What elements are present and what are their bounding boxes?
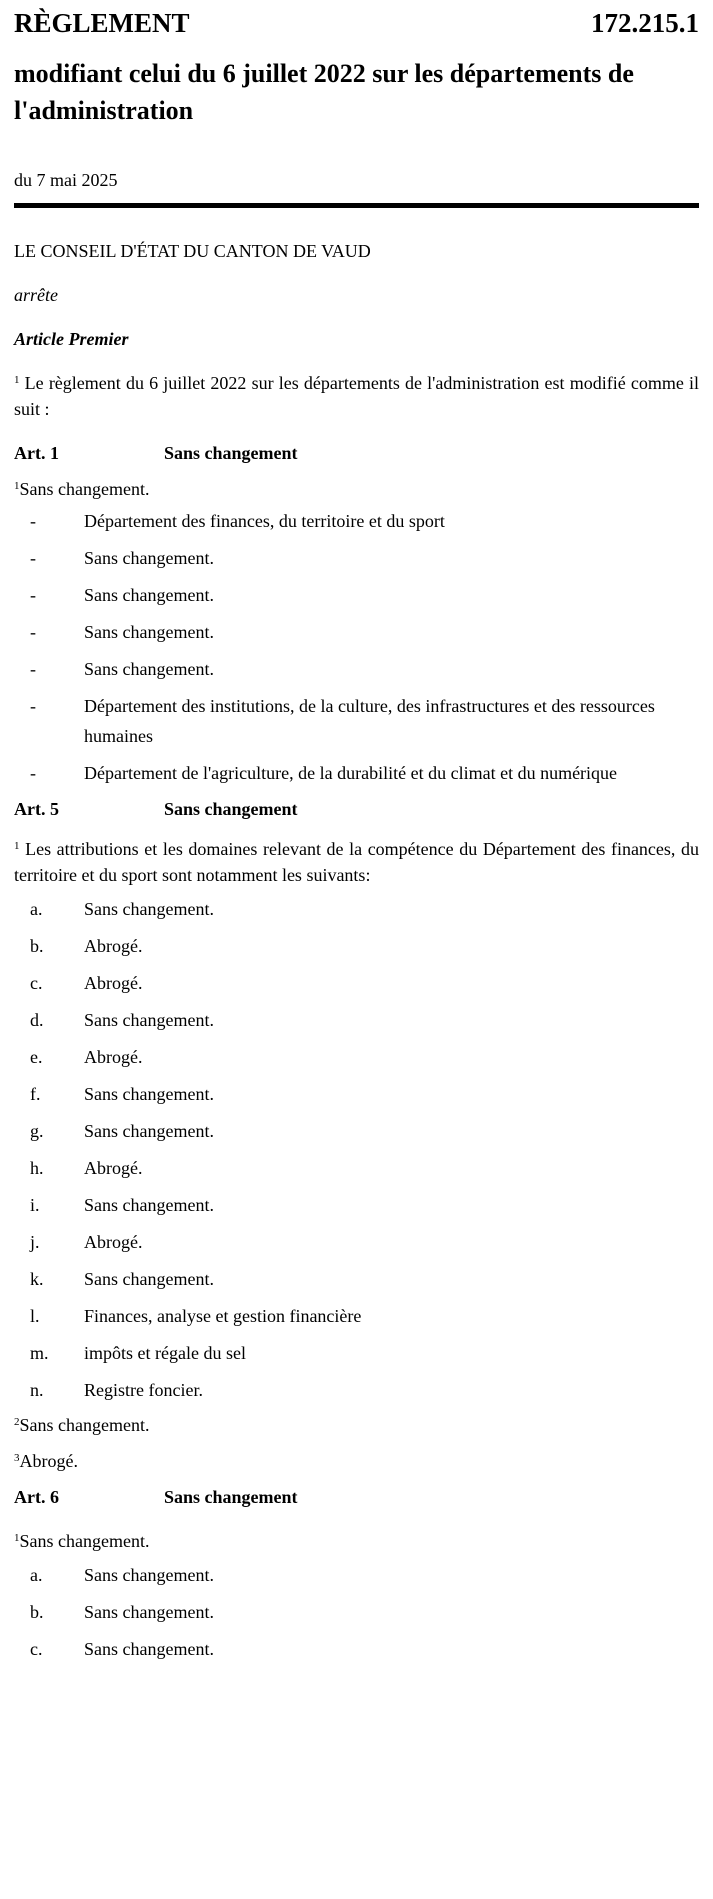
header-divider bbox=[14, 203, 699, 208]
list-item-text: Abrogé. bbox=[84, 973, 143, 993]
list-item-text: Sans changement. bbox=[84, 1084, 214, 1104]
article-1-list bbox=[14, 506, 699, 788]
list-item bbox=[14, 654, 699, 684]
paragraph-number: 1 bbox=[14, 840, 20, 852]
list-item bbox=[14, 1634, 699, 1664]
list-item-text: Sans changement. bbox=[84, 1639, 214, 1659]
article-5-paragraph bbox=[14, 836, 699, 888]
list-marker: - bbox=[30, 763, 36, 783]
list-item bbox=[14, 1190, 699, 1220]
article-6-list bbox=[14, 1560, 699, 1664]
list-marker: i. bbox=[30, 1195, 40, 1215]
list-item-text: Sans changement. bbox=[84, 548, 214, 568]
list-marker: j. bbox=[30, 1232, 40, 1252]
list-item-text: Sans changement. bbox=[84, 1121, 214, 1141]
paragraph-text: Sans changement. bbox=[19, 479, 150, 499]
list-item bbox=[14, 1338, 699, 1368]
document-number: 172.215.1 bbox=[591, 8, 699, 38]
list-item bbox=[14, 1375, 699, 1405]
list-marker: - bbox=[30, 659, 36, 679]
list-item bbox=[14, 758, 699, 788]
paragraph-number: 1 bbox=[14, 1532, 20, 1544]
paragraph-number: 2 bbox=[14, 1416, 20, 1428]
intro-paragraph bbox=[14, 370, 699, 422]
list-marker: k. bbox=[30, 1269, 44, 1289]
article-5-paragraph-3 bbox=[14, 1448, 699, 1474]
list-item bbox=[14, 1597, 699, 1627]
document-header bbox=[14, 8, 699, 38]
list-marker: n. bbox=[30, 1380, 44, 1400]
article-6-paragraph bbox=[14, 1528, 699, 1554]
article-5-heading bbox=[14, 796, 699, 822]
issuing-authority: LE CONSEIL D'ÉTAT DU CANTON DE VAUD bbox=[14, 241, 371, 261]
decree-word: arrête bbox=[14, 285, 58, 305]
article-premier-heading: Article Premier bbox=[14, 329, 129, 349]
paragraph-number: 1 bbox=[14, 480, 20, 492]
document-date: du 7 mai 2025 bbox=[14, 170, 118, 190]
list-marker: c. bbox=[30, 973, 43, 993]
article-number: Art. 6 bbox=[14, 1487, 59, 1507]
article-5-paragraph-2 bbox=[14, 1412, 699, 1438]
paragraph-number: 1 bbox=[14, 374, 20, 386]
list-item-text: Abrogé. bbox=[84, 1047, 143, 1067]
list-item-text: Sans changement. bbox=[84, 1269, 214, 1289]
document-title: modifiant celui du 6 juillet 2022 sur les départements de l'administration bbox=[14, 59, 634, 125]
list-item bbox=[14, 1153, 699, 1183]
list-marker: g. bbox=[30, 1121, 44, 1141]
article-number: Art. 5 bbox=[14, 799, 59, 819]
paragraph-text: Sans changement. bbox=[19, 1531, 150, 1551]
paragraph-text: Le règlement du 6 juillet 2022 sur les départements de l'administration est modifié comme il suit : bbox=[14, 373, 700, 419]
list-marker: e. bbox=[30, 1047, 43, 1067]
list-item bbox=[14, 691, 699, 751]
list-item-text: Sans changement. bbox=[84, 1602, 214, 1622]
list-item-text: Sans changement. bbox=[84, 899, 214, 919]
list-marker: b. bbox=[30, 936, 44, 956]
list-item-text: Sans changement. bbox=[84, 1565, 214, 1585]
list-item-text: impôts et régale du sel bbox=[84, 1343, 246, 1363]
list-item-text: Abrogé. bbox=[84, 1232, 143, 1252]
list-marker: a. bbox=[30, 1565, 43, 1585]
list-item-text: Abrogé. bbox=[84, 1158, 143, 1178]
list-item bbox=[14, 1264, 699, 1294]
list-item-text: Département des finances, du territoire et du sport bbox=[84, 511, 445, 531]
list-item-text: Abrogé. bbox=[84, 936, 143, 956]
list-marker: d. bbox=[30, 1010, 44, 1030]
list-item-text: Sans changement. bbox=[84, 585, 214, 605]
list-marker: - bbox=[30, 585, 36, 605]
article-1-heading bbox=[14, 440, 699, 466]
list-marker: - bbox=[30, 511, 36, 531]
list-marker: - bbox=[30, 548, 36, 568]
paragraph-text: Abrogé. bbox=[19, 1451, 78, 1471]
list-item-text: Département de l'agriculture, de la durabilité et du climat et du numérique bbox=[84, 763, 618, 783]
paragraph-number: 3 bbox=[14, 1452, 20, 1464]
list-marker: m. bbox=[30, 1343, 49, 1363]
list-item bbox=[14, 968, 699, 998]
paragraph-text: Les attributions et les domaines relevant de la compétence du Département des finances, du territoire et du sport sont notamment les suivants: bbox=[14, 839, 699, 885]
list-item bbox=[14, 1005, 699, 1035]
list-item bbox=[14, 1042, 699, 1072]
list-item bbox=[14, 506, 699, 536]
list-item bbox=[14, 1301, 699, 1331]
list-item bbox=[14, 1116, 699, 1146]
list-item bbox=[14, 1560, 699, 1590]
list-item bbox=[14, 617, 699, 647]
list-item bbox=[14, 931, 699, 961]
list-item bbox=[14, 580, 699, 610]
list-item-text: Sans changement. bbox=[84, 1195, 214, 1215]
list-marker: l. bbox=[30, 1306, 40, 1326]
list-item-text: Sans changement. bbox=[84, 659, 214, 679]
list-item-text: Sans changement. bbox=[84, 1010, 214, 1030]
list-item bbox=[14, 1079, 699, 1109]
list-marker: - bbox=[30, 696, 36, 716]
article-6-heading bbox=[14, 1484, 699, 1510]
article-label: Sans changement bbox=[164, 443, 298, 463]
list-item-text: Finances, analyse et gestion financière bbox=[84, 1306, 362, 1326]
article-label: Sans changement bbox=[164, 1487, 298, 1507]
article-1-paragraph bbox=[14, 476, 699, 502]
list-marker: h. bbox=[30, 1158, 44, 1178]
list-marker: b. bbox=[30, 1602, 44, 1622]
article-number: Art. 1 bbox=[14, 443, 59, 463]
list-marker: a. bbox=[30, 899, 43, 919]
list-marker: c. bbox=[30, 1639, 43, 1659]
list-item bbox=[14, 1227, 699, 1257]
article-label: Sans changement bbox=[164, 799, 298, 819]
list-marker: - bbox=[30, 622, 36, 642]
list-item-text: Sans changement. bbox=[84, 622, 214, 642]
list-item bbox=[14, 543, 699, 573]
paragraph-text: Sans changement. bbox=[19, 1415, 150, 1435]
list-item-text: Registre foncier. bbox=[84, 1380, 203, 1400]
document-type: RÈGLEMENT bbox=[14, 8, 190, 38]
list-item bbox=[14, 894, 699, 924]
article-5-list bbox=[14, 894, 699, 1405]
list-marker: f. bbox=[30, 1084, 41, 1104]
list-item-text: Département des institutions, de la culture, des infrastructures et des ressources humaines bbox=[84, 696, 655, 746]
